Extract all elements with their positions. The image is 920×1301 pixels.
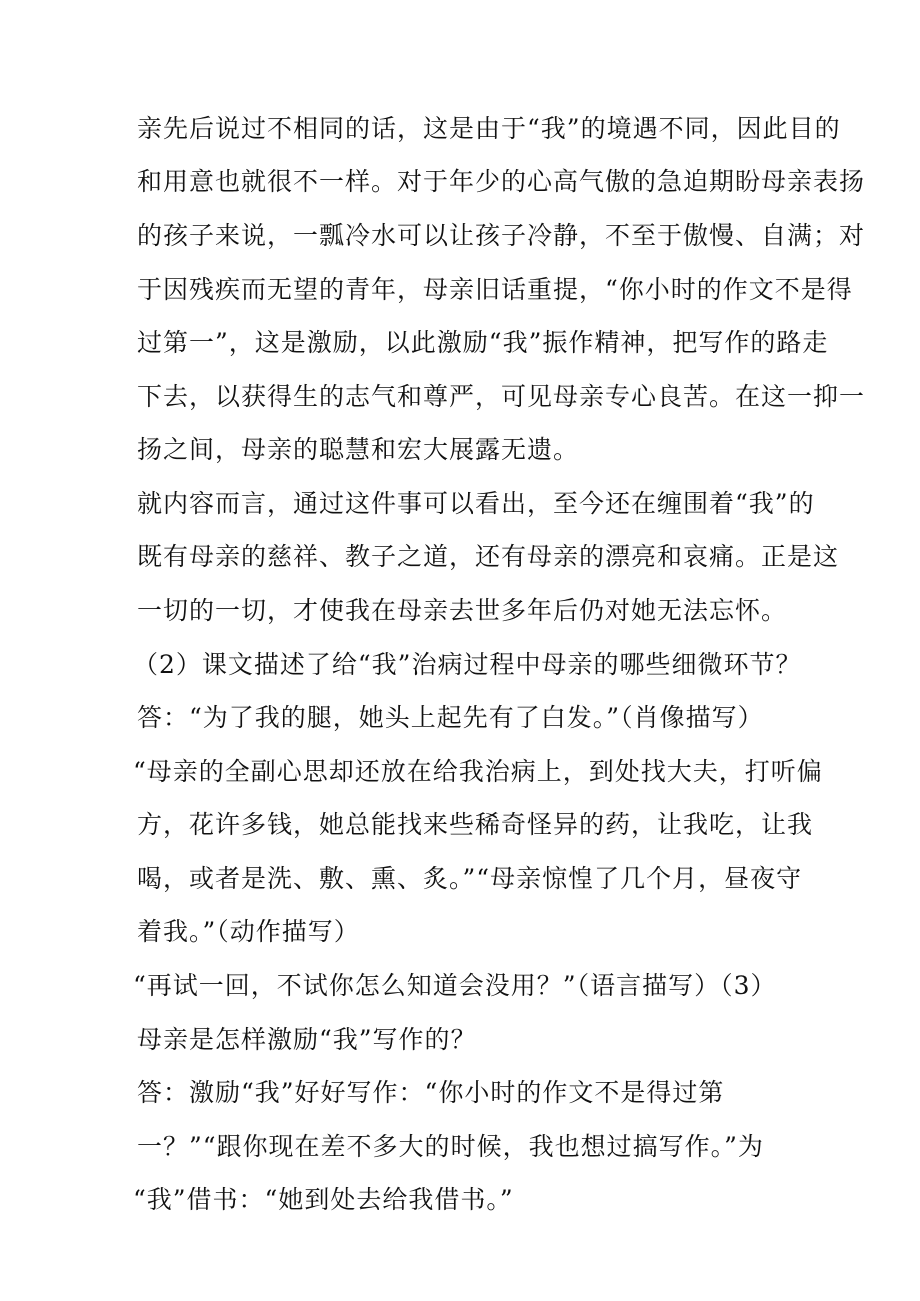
text-line: 下去，以获得生的志气和尊严，可见母亲专心良苦。在这一抑一 [137,382,866,411]
text-line: 扬之间，母亲的聪慧和宏大展露无遗。 [137,435,580,464]
answer-line: “我”借书：“她到处去给我借书。” [133,1185,514,1214]
text-line: 的孩子来说，一瓢冷水可以让孩子冷静，不至于傲慢、自满；对 [137,221,866,250]
question-heading: 母亲是怎样激励“我”写作的？ [137,1025,477,1054]
answer-line: 一？”“跟你现在差不多大的时候，我也想过搞写作。”为 [137,1132,764,1161]
answer-line: “母亲的全副心思却还放在给我治病上，到处找大夫，打听偏 [133,757,823,786]
text-line: 于因残疾而无望的青年，母亲旧话重提，“你小时的作文不是得 [137,275,853,304]
question-heading: （2）课文描述了给“我”治病过程中母亲的哪些细微环节？ [133,650,802,679]
text-line: 和用意也就很不一样。对于年少的心高气傲的急迫期盼母亲表扬 [137,167,866,196]
answer-line: 方，花许多钱，她总能找来些稀奇怪异的药，让我吃，让我 [137,810,814,839]
text-line: 亲先后说过不相同的话，这是由于“我”的境遇不同，因此目的 [137,114,841,143]
text-line: 就内容而言，通过这件事可以看出，至今还在缠围着“我”的 [137,489,815,518]
answer-line: 喝，或者是洗、敷、熏、炙。”“母亲惊惶了几个月，昼夜守 [137,864,803,893]
answer-line: “再试一回，不试你怎么知道会没用？”（语言描写）（3） [133,971,777,1000]
answer-line: 着我。”（动作描写） [137,917,360,946]
answer-line: 答：“为了我的腿，她头上起先有了白发。”（肖像描写） [137,703,764,732]
text-line: 一切的一切，才使我在母亲去世多年后仍对她无法忘怀。 [137,596,788,625]
text-line: 过第一”，这是激励，以此激励“我”振作精神，把写作的路走 [137,328,829,357]
answer-line: 答：激励“我”好好写作：“你小时的作文不是得过第 [137,1078,725,1107]
text-line: 既有母亲的慈祥、教子之道，还有母亲的漂亮和哀痛。正是这 [137,542,840,571]
